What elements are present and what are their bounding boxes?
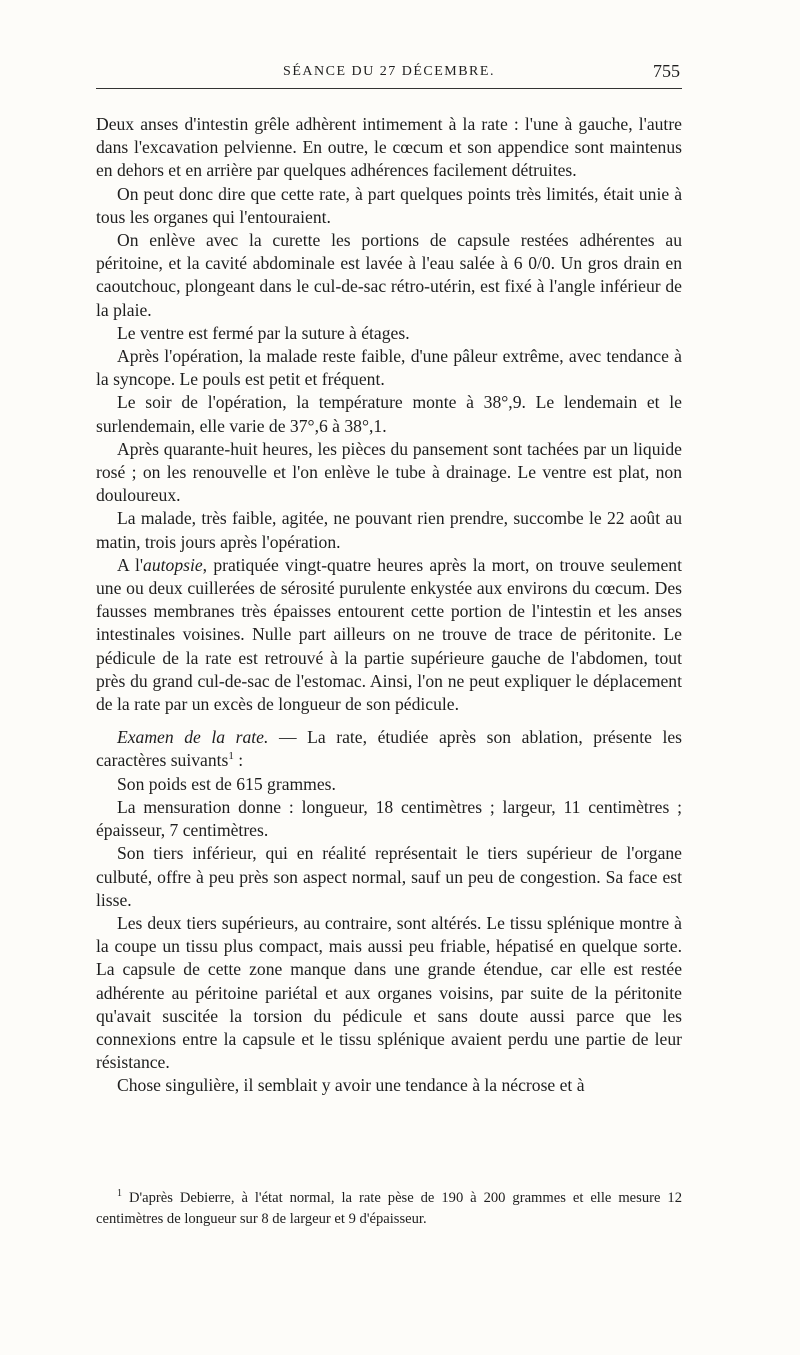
body-text: [96, 113, 682, 1098]
footnote-reference: 1: [228, 750, 234, 763]
page-header: [96, 58, 682, 89]
paragraph: La mensuration donne : longueur, 18 centimètres ; largeur, 11 centimètres ; épaisseur, 7 centimètres.: [96, 796, 682, 841]
autopsy-paragraph: [96, 554, 682, 716]
page-number: 755: [653, 61, 680, 81]
footnote-text: [96, 1188, 682, 1230]
paragraph: Après l'opération, la malade reste faible, d'une pâleur extrême, avec tendance à la syncope. Le pouls est petit et fréquent.: [96, 346, 682, 390]
section-heading: Examen de la rate.: [117, 727, 269, 748]
autopsy-lead: A l': [117, 554, 144, 575]
paragraph: Chose singulière, il semblait y avoir une tendance à la nécrose et à: [117, 1075, 585, 1096]
paragraph: Les deux tiers supérieurs, au contraire, sont altérés. Le tissu splénique montre à la coupe un tissu plus compact, mais aussi peu friable, hépatisé en quelque sorte. La capsule de cette zone manque dans une grande étendue, car elle est restée adhérente au péritoine pariétal et aux organes voisins, par suite de la péritonite qu'avait suscitée la torsion du pédicule et sans doute aussi parce que les connexions entre la capsule et le tissu splénique avaient perdu une partie de leur résistance.: [96, 912, 682, 1073]
footnote-mark: 1: [117, 1188, 122, 1200]
running-title: SÉANCE DU 27 DÉCEMBRE.: [283, 64, 495, 79]
paragraph: On enlève avec la curette les portions de capsule restées adhérentes au péritoine, et la cavité abdominale est lavée à l'eau salée à 6 0/0. Un gros drain en caoutchouc, plongeant dans le cul-de-sac rétro-utérin, est fixé à l'angle inférieur de la plaie.: [96, 230, 682, 320]
autopsy-text: , pratiquée vingt-quatre heures après la mort, on trouve seulement une ou deux cuillerées de sérosité purulente enkystée aux environs du cœcum. Des fausses membranes très épaisses entourent cette portion de l'intestin et les anses intestinales voisines. Nulle part ailleurs on ne trouve de trace de péritonite. Le pédicule de la rate est retrouvé à la partie supérieure gauche de l'abdomen, tout près du grand cul-de-sac de l'estomac. Ainsi, l'on ne peut expliquer le déplacement de la rate par un excès de longueur de son pédicule.: [96, 554, 682, 715]
paragraph: Après quarante-huit heures, les pièces du pansement sont tachées par un liquide rosé ; on les renouvelle et l'on enlève le tube à drainage. Le ventre est plat, non douloureux.: [96, 438, 682, 506]
paragraph: La malade, très faible, agitée, ne pouvant rien prendre, succombe le 22 août au matin, trois jours après l'opération.: [96, 508, 682, 552]
section-gap: [96, 716, 682, 726]
footnote-body: D'après Debierre, à l'état normal, la rate pèse de 190 à 200 grammes et elle mesure 12 centimètres de longueur sur 8 de largeur et 9 d'épaisseur.: [96, 1190, 682, 1227]
autopsy-term: autopsie: [143, 554, 203, 575]
paragraph: Son poids est de 615 grammes.: [117, 773, 336, 794]
paragraph: Le ventre est fermé par la suture à étages.: [117, 322, 410, 343]
paragraph: Le soir de l'opération, la température monte à 38°,9. Le lendemain et le surlendemain, elle varie de 37°,6 à 38°,1.: [96, 392, 682, 436]
paragraph: Son tiers inférieur, qui en réalité représentait le tiers supérieur de l'organe culbuté, offre à peu près son aspect normal, sauf un peu de congestion. Sa face est lisse.: [96, 843, 682, 910]
footnote: [96, 1188, 682, 1230]
examen-paragraph: [96, 726, 682, 772]
paragraph: On peut donc dire que cette rate, à part quelques points très limités, était unie à tous les organes qui l'entouraient.: [96, 183, 682, 227]
examen-text: — La rate, étudiée après son ablation, présente les caractères suivants: [96, 727, 683, 771]
paragraph: Deux anses d'intestin grêle adhèrent intimement à la rate : l'une à gauche, l'autre dans l'excavation pelvienne. En outre, le cœcum et son appendice sont maintenus en dehors et en arrière par quelques adhérences facilement détruites.: [96, 114, 682, 181]
examen-tail: :: [233, 750, 244, 771]
